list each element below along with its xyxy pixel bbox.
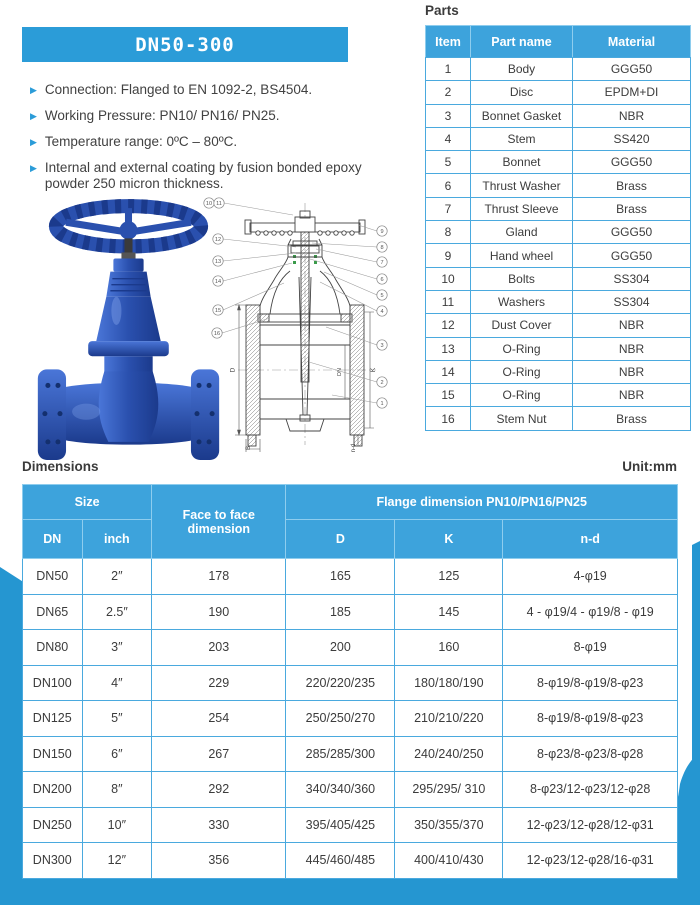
callout-number: 7 [380,260,384,266]
table-cell-name: Hand wheel [471,244,573,267]
bonnet [88,272,169,389]
table-cell-f2f: 178 [152,559,286,595]
table-cell-item: 16 [426,407,471,430]
table-cell-k: 295/295/ 310 [395,772,503,808]
table-cell-dn: DN80 [23,630,83,666]
table-cell-name: Thrust Sleeve [471,197,573,220]
table-cell-material: GGG50 [573,244,691,267]
table-cell-material: NBR [573,360,691,383]
callout-number: 8 [380,245,384,251]
table-cell-nd: 8-φ19/8-φ19/8-φ23 [503,665,678,701]
dim-label-d: D [229,367,237,373]
table-cell-inch: 12″ [82,843,152,879]
table-cell-material: Brass [573,174,691,197]
table-cell-k: 180/180/190 [395,665,503,701]
table-cell-inch: 10″ [82,807,152,843]
table-cell-d: 285/285/300 [286,736,395,772]
spec-bullet [30,134,402,150]
table-cell-dn: DN100 [23,665,83,701]
table-cell-k: 125 [395,559,503,595]
callout-number: 13 [214,259,222,265]
table-row [426,151,691,174]
table-cell-nd: 8-φ19/8-φ19/8-φ23 [503,701,678,737]
table-cell-material: SS420 [573,127,691,150]
model-range-title: DN50-300 [135,33,235,56]
table-cell-name: Dust Cover [471,314,573,337]
bullet-arrow-icon: ▶ [30,136,37,147]
table-cell-name: Stem Nut [471,407,573,430]
col-face-to-face: Face to face dimension [152,485,286,559]
table-row [426,384,691,407]
table-cell-item: 6 [426,174,471,197]
table-row [426,127,691,150]
table-cell-item: 11 [426,290,471,313]
dim-label-dn: DN [337,368,343,376]
table-row [23,630,678,666]
table-cell-f2f: 254 [152,701,286,737]
table-cell-item: 5 [426,151,471,174]
dim-label-b: B [246,445,252,451]
table-row [426,267,691,290]
callout-number: 12 [214,237,222,243]
table-cell-f2f: 203 [152,630,286,666]
dimensions-header-row-2 [23,520,678,559]
table-row [23,559,678,595]
table-cell-inch: 5″ [82,701,152,737]
table-cell-material: Brass [573,407,691,430]
table-cell-material: NBR [573,314,691,337]
table-cell-name: Body [471,58,573,81]
table-cell-inch: 3″ [82,630,152,666]
callout-number: 6 [380,277,384,283]
parts-table [425,25,691,431]
dimensions-title: Dimensions [22,459,99,474]
table-cell-item: 10 [426,267,471,290]
table-cell-k: 350/355/370 [395,807,503,843]
table-row [23,807,678,843]
col-d: D [286,520,395,559]
spec-text: Internal and external coating by fusion bonded epoxy powder 250 micron thickness. [44,159,362,192]
callout-number: 9 [380,229,384,235]
table-row [426,174,691,197]
spec-bullet [30,82,402,98]
table-row [23,701,678,737]
dim-label-k: K [370,367,377,373]
table-cell-inch: 4″ [82,665,152,701]
table-cell-material: GGG50 [573,151,691,174]
table-cell-k: 145 [395,594,503,630]
callout-number: 15 [214,308,222,314]
table-cell-f2f: 267 [152,736,286,772]
table-cell-name: Bonnet Gasket [471,104,573,127]
table-cell-nd: 8-φ23/8-φ23/8-φ28 [503,736,678,772]
dimensions-header-row-1 [23,485,678,520]
table-cell-k: 240/240/250 [395,736,503,772]
table-cell-k: 210/210/220 [395,701,503,737]
parts-table-body [426,58,691,431]
table-cell-name: Thrust Washer [471,174,573,197]
table-cell-dn: DN250 [23,807,83,843]
table-cell-item: 15 [426,384,471,407]
table-cell-d: 200 [286,630,395,666]
table-cell-item: 14 [426,360,471,383]
table-cell-dn: DN200 [23,772,83,808]
table-row [426,407,691,430]
parts-title: Parts [425,3,459,18]
table-cell-d: 185 [286,594,395,630]
spec-text: Working Pressure: PN10/ PN16/ PN25. [44,107,280,123]
table-row [426,290,691,313]
dimensions-section [22,484,678,879]
table-row [426,104,691,127]
table-cell-material: NBR [573,337,691,360]
table-row [23,772,678,808]
model-range-banner [22,27,348,62]
table-cell-material: NBR [573,384,691,407]
table-cell-d: 445/460/485 [286,843,395,879]
table-cell-name: Bolts [471,267,573,290]
table-cell-dn: DN125 [23,701,83,737]
table-cell-inch: 8″ [82,772,152,808]
table-cell-nd: 4-φ19 [503,559,678,595]
table-row [426,244,691,267]
table-cell-material: Brass [573,197,691,220]
table-cell-item: 8 [426,221,471,244]
parts-col-name: Part name [471,26,573,58]
table-cell-nd: 12-φ23/12-φ28/16-φ31 [503,843,678,879]
table-cell-f2f: 190 [152,594,286,630]
table-cell-name: Bonnet [471,151,573,174]
table-cell-f2f: 229 [152,665,286,701]
callout-number: 5 [380,293,384,299]
parts-section [425,3,691,431]
spec-bullet [30,108,402,124]
table-cell-name: O-Ring [471,337,573,360]
table-cell-item: 12 [426,314,471,337]
table-cell-material: SS304 [573,290,691,313]
table-row [23,736,678,772]
table-cell-name: Stem [471,127,573,150]
table-cell-d: 165 [286,559,395,595]
spec-text: Connection: Flanged to EN 1092-2, BS4504. [44,82,313,97]
dimensions-heading-row [22,459,677,474]
table-cell-dn: DN300 [23,843,83,879]
table-cell-inch: 2″ [82,559,152,595]
table-cell-inch: 2.5″ [82,594,152,630]
valve-section-drawing [198,185,416,459]
table-cell-nd: 12-φ23/12-φ28/12-φ31 [503,807,678,843]
table-cell-material: EPDM+DI [573,81,691,104]
table-cell-material: GGG50 [573,221,691,244]
table-row [426,337,691,360]
table-cell-k: 160 [395,630,503,666]
dimensions-table [22,484,678,879]
col-inch: inch [82,520,152,559]
table-cell-d: 340/340/360 [286,772,395,808]
table-cell-f2f: 292 [152,772,286,808]
table-row [426,360,691,383]
table-cell-item: 13 [426,337,471,360]
table-cell-nd: 4 - φ19/4 - φ19/8 - φ19 [503,594,678,630]
stem-nut [121,252,135,259]
table-cell-item: 2 [426,81,471,104]
table-cell-dn: DN65 [23,594,83,630]
spec-text: Temperature range: 0ºC – 80ºC. [44,133,238,149]
dim-label-nd: n-d [351,443,357,453]
table-cell-inch: 6″ [82,736,152,772]
bullet-arrow-icon: ▶ [30,85,37,95]
table-cell-k: 400/410/430 [395,843,503,879]
table-cell-name: O-Ring [471,360,573,383]
table-cell-dn: DN50 [23,559,83,595]
callout-number: 10 [205,201,213,207]
table-cell-f2f: 330 [152,807,286,843]
bullet-arrow-icon: ▶ [30,162,37,173]
callout-number: 11 [216,201,222,207]
table-cell-item: 1 [426,58,471,81]
table-cell-name: Disc [471,81,573,104]
table-cell-item: 4 [426,127,471,150]
table-cell-d: 395/405/425 [286,807,395,843]
table-cell-nd: 8-φ19 [503,630,678,666]
dimensions-table-body [23,559,678,879]
col-nd: n-d [503,520,678,559]
parts-col-item: Item [426,26,471,58]
table-cell-material: GGG50 [573,58,691,81]
callout-number: 4 [380,309,384,315]
table-row [426,314,691,337]
table-cell-name: Gland [471,221,573,244]
gland [113,259,143,272]
table-row [23,843,678,879]
table-cell-name: O-Ring [471,384,573,407]
col-size: Size [23,485,152,520]
callout-number: 2 [380,380,384,386]
table-cell-item: 3 [426,104,471,127]
callout-number: 3 [380,343,384,349]
col-flange: Flange dimension PN10/PN16/PN25 [286,485,678,520]
col-dn: DN [23,520,83,559]
table-row [23,594,678,630]
col-k: K [395,520,503,559]
table-cell-d: 220/220/235 [286,665,395,701]
table-cell-material: SS304 [573,267,691,290]
table-cell-item: 7 [426,197,471,220]
table-row [426,221,691,244]
table-row [426,197,691,220]
callout-number: 16 [213,331,221,337]
table-cell-f2f: 356 [152,843,286,879]
table-row [426,81,691,104]
parts-col-material: Material [573,26,691,58]
table-cell-dn: DN150 [23,736,83,772]
table-cell-d: 250/250/270 [286,701,395,737]
table-row [23,665,678,701]
table-row [426,58,691,81]
table-cell-nd: 8-φ23/12-φ23/12-φ28 [503,772,678,808]
unit-label: Unit:mm [622,459,677,474]
callout-number: 1 [380,401,384,407]
callout-number: 14 [214,279,222,285]
parts-header-row [426,26,691,58]
bullet-arrow-icon: ▶ [30,110,37,121]
table-cell-material: NBR [573,104,691,127]
table-cell-name: Washers [471,290,573,313]
table-cell-item: 9 [426,244,471,267]
